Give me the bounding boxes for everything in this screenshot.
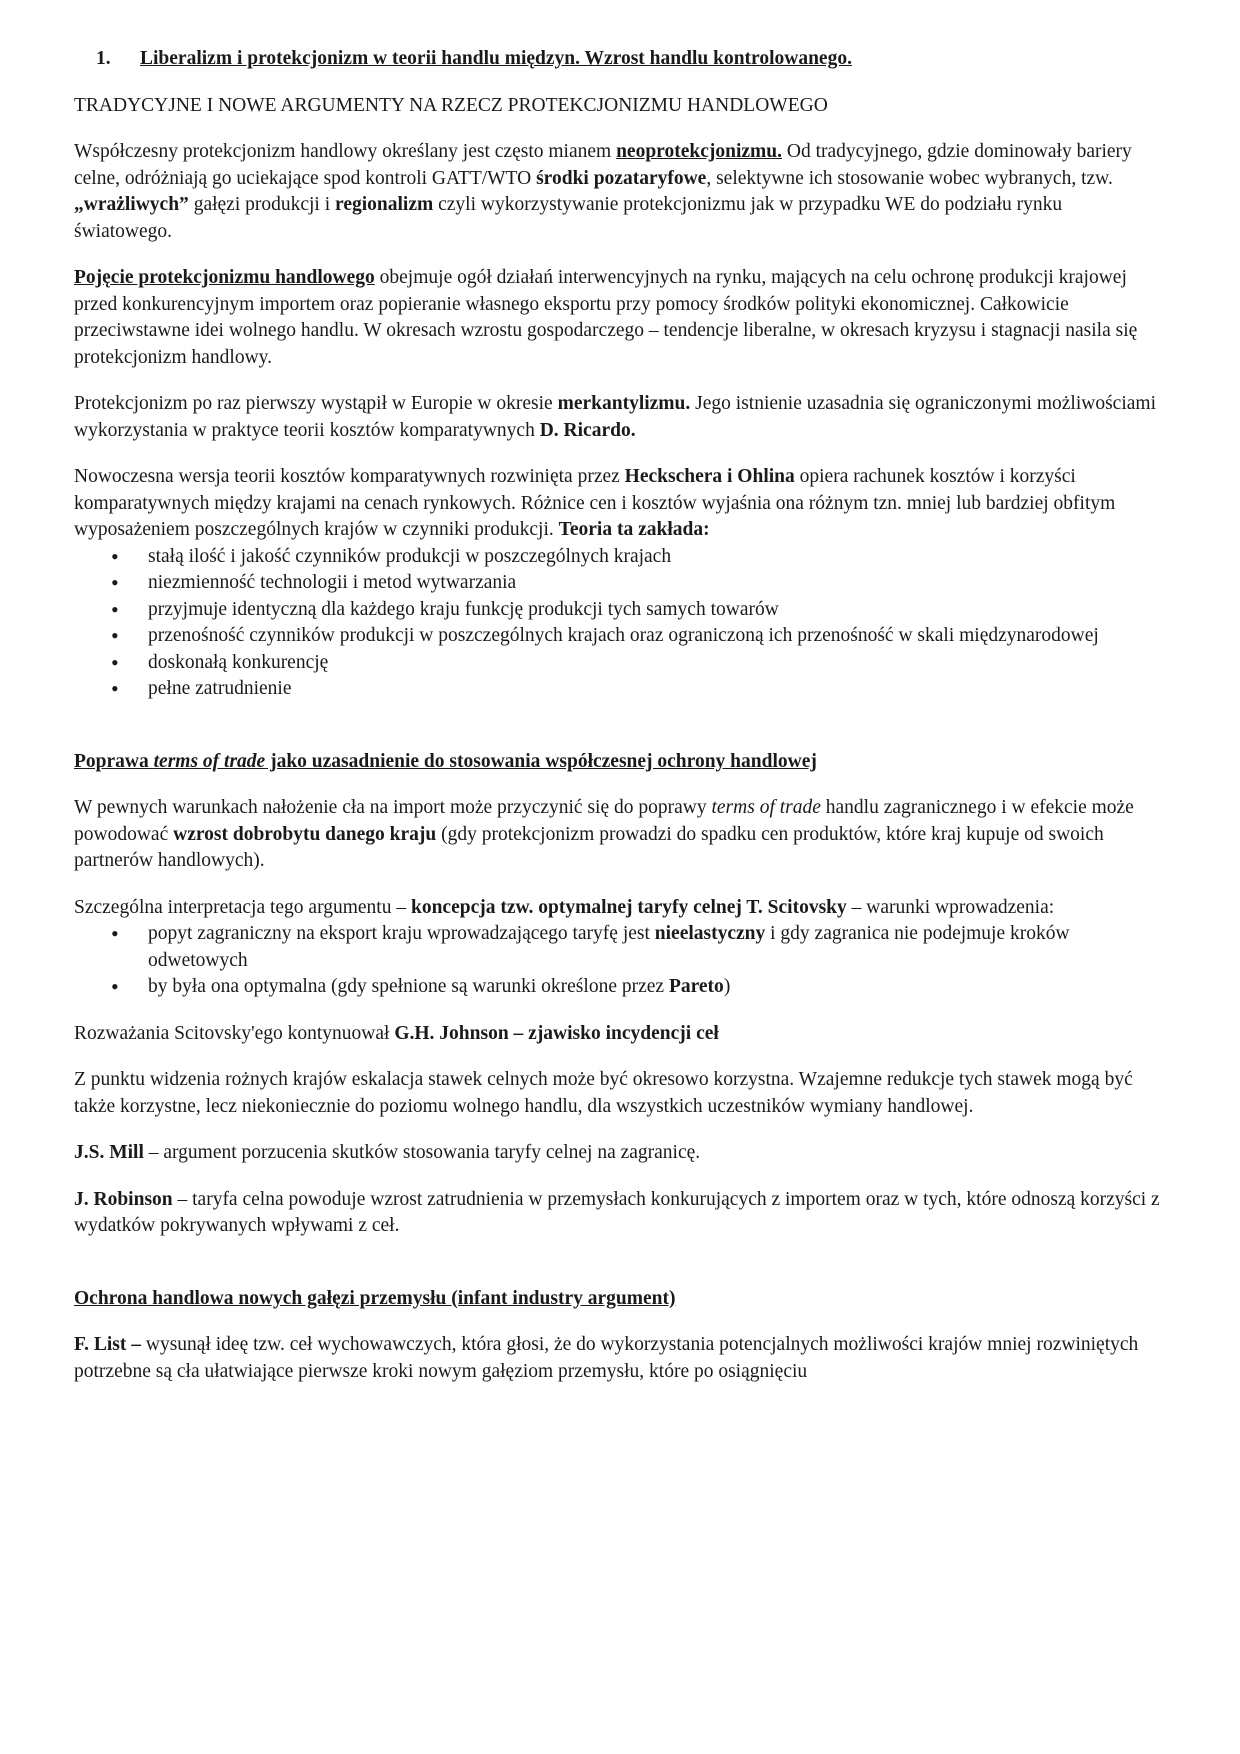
heading-infant-industry: Ochrona handlowa nowych gałęzi przemysłu (infant industry argument) (74, 1287, 676, 1309)
paragraph-definition: Pojęcie protekcjonizmu handlowego obejmuje ogół działań interwencyjnych na rynku, mających na celu ochronę produkcji krajowej przed konkurencyjnym importem oraz popieranie własnego eksportu przy pomocy środków polityki ekonomicznej. Całkowicie przeciwstawne idei wolnego handlu. W okresach wzrostu gospodarczego – tendencje liberalne, w okresach kryzysu i stagnacji nasila się protekcjonizm handlowy. (74, 267, 1138, 368)
list-item: • by była ona optymalna (gdy spełnione są warunki określone przez Pareto) (74, 974, 1164, 1001)
paragraph-scitovsky: Szczególna interpretacja tego argumentu – koncepcja tzw. optymalnej taryfy celnej T. Scitovsky – warunki wprowadzenia: (74, 896, 1055, 918)
paragraph-robinson: J. Robinson – taryfa celna powoduje wzrost zatrudnienia w przemysłach konkurujących z importem oraz w tych, które odnoszą korzyści z wydatków pokrywanych wpływami z ceł. (74, 1188, 1160, 1236)
paragraph-mill: J.S. Mill – argument porzucenia skutków stosowania taryfy celnej na zagranicę. (74, 1142, 701, 1163)
heading-terms-of-trade: Poprawa terms of trade jako uzasadnienie do stosowania współczesnej ochrony handlowej (74, 750, 817, 772)
paragraph-list: F. List – wysunął ideę tzw. ceł wychowawczych, która głosi, że do wykorzystania potencjalnych możliwości krajów mniej rozwiniętych potrzebne są cła ułatwiające pierwsze kroki nowym gałęziom przemysłu, które po osiągnięciu (74, 1334, 1139, 1382)
heading-text: Liberalizm i protekcjonizm w teorii handlu międzyn. Wzrost handlu kontrolowanego. (140, 48, 852, 69)
document-page (74, 46, 1164, 1385)
list-item: • stałą ilość i jakość czynników produkcji w poszczególnych krajach (74, 544, 1164, 571)
paragraph-neoprotekcjonizm: Współczesny protekcjonizm handlowy określany jest często mianem neoprotekcjonizmu. Od tradycyjnego, gdzie dominowały bariery celne, odróżniają go uciekające spod kontroli GATT/WTO środki pozataryfowe, selektywne ich stosowanie wobec wybranych, tzw. „wrażliwych” gałęzi produkcji i regionalizm czyli wykorzystywanie protekcjonizmu jak w przypadku WE do podziału rynku światowego. (74, 141, 1132, 242)
section-title: TRADYCYJNE I NOWE ARGUMENTY NA RZECZ PROTEKCJONIZMU HANDLOWEGO (74, 94, 828, 116)
assumptions-list (74, 544, 1164, 703)
list-item: • pełne zatrudnienie (74, 676, 1164, 703)
paragraph-terms-of-trade: W pewnych warunkach nałożenie cła na import może przyczynić się do poprawy terms of trade handlu zagranicznego i w efekcie może powodować wzrost dobrobytu danego kraju (gdy protekcjonizm prowadzi do spadku cen produktów, które kraj kupuje od swoich partnerów handlowych). (74, 797, 1134, 871)
list-item: • przenośność czynników produkcji w poszczególnych krajach oraz ograniczoną ich przenośność w skali międzynarodowej (74, 623, 1164, 650)
paragraph-heckscher-ohlin: Nowoczesna wersja teorii kosztów komparatywnych rozwinięta przez Heckschera i Ohlina opiera rachunek kosztów i korzyści komparatywnych między krajami na cenach rynkowych. Różnice cen i kosztów wyjaśnia ona różnym tzn. mniej lub bardziej obfitym wyposażeniem poszczególnych krajów w czynniki produkcji. Teoria ta zakłada: (74, 466, 1116, 540)
conditions-list (74, 921, 1164, 1001)
paragraph-johnson: Rozważania Scitovsky'ego kontynuował G.H. Johnson – zjawisko incydencji ceł (74, 1022, 719, 1044)
list-item: • przyjmuje identyczną dla każdego kraju funkcję produkcji tych samych towarów (74, 597, 1164, 624)
list-item: • popyt zagraniczny na eksport kraju wprowadzającego taryfę jest nieelastyczny i gdy zagranica nie podejmuje kroków odwetowych (74, 921, 1164, 974)
heading-1: 1. Liberalizm i protekcjonizm w teorii handlu międzyn. Wzrost handlu kontrolowanego. (74, 46, 1164, 73)
list-item: • doskonałą konkurencję (74, 650, 1164, 677)
list-item: • niezmienność technologii i metod wytwarzania (74, 570, 1164, 597)
paragraph-escalation: Z punktu widzenia rożnych krajów eskalacja stawek celnych może być okresowo korzystna. Wzajemne redukcje tych stawek mogą być także korzystne, lecz niekoniecznie do poziomu wolnego handlu, dla wszystkich uczestników wymiany handlowej. (74, 1069, 1133, 1117)
paragraph-merkantylizm: Protekcjonizm po raz pierwszy wystąpił w Europie w okresie merkantylizmu. Jego istnienie uzasadnia się ograniczonymi możliwościami wykorzystania w praktyce teorii kosztów komparatywnych D. Ricardo. (74, 393, 1156, 441)
